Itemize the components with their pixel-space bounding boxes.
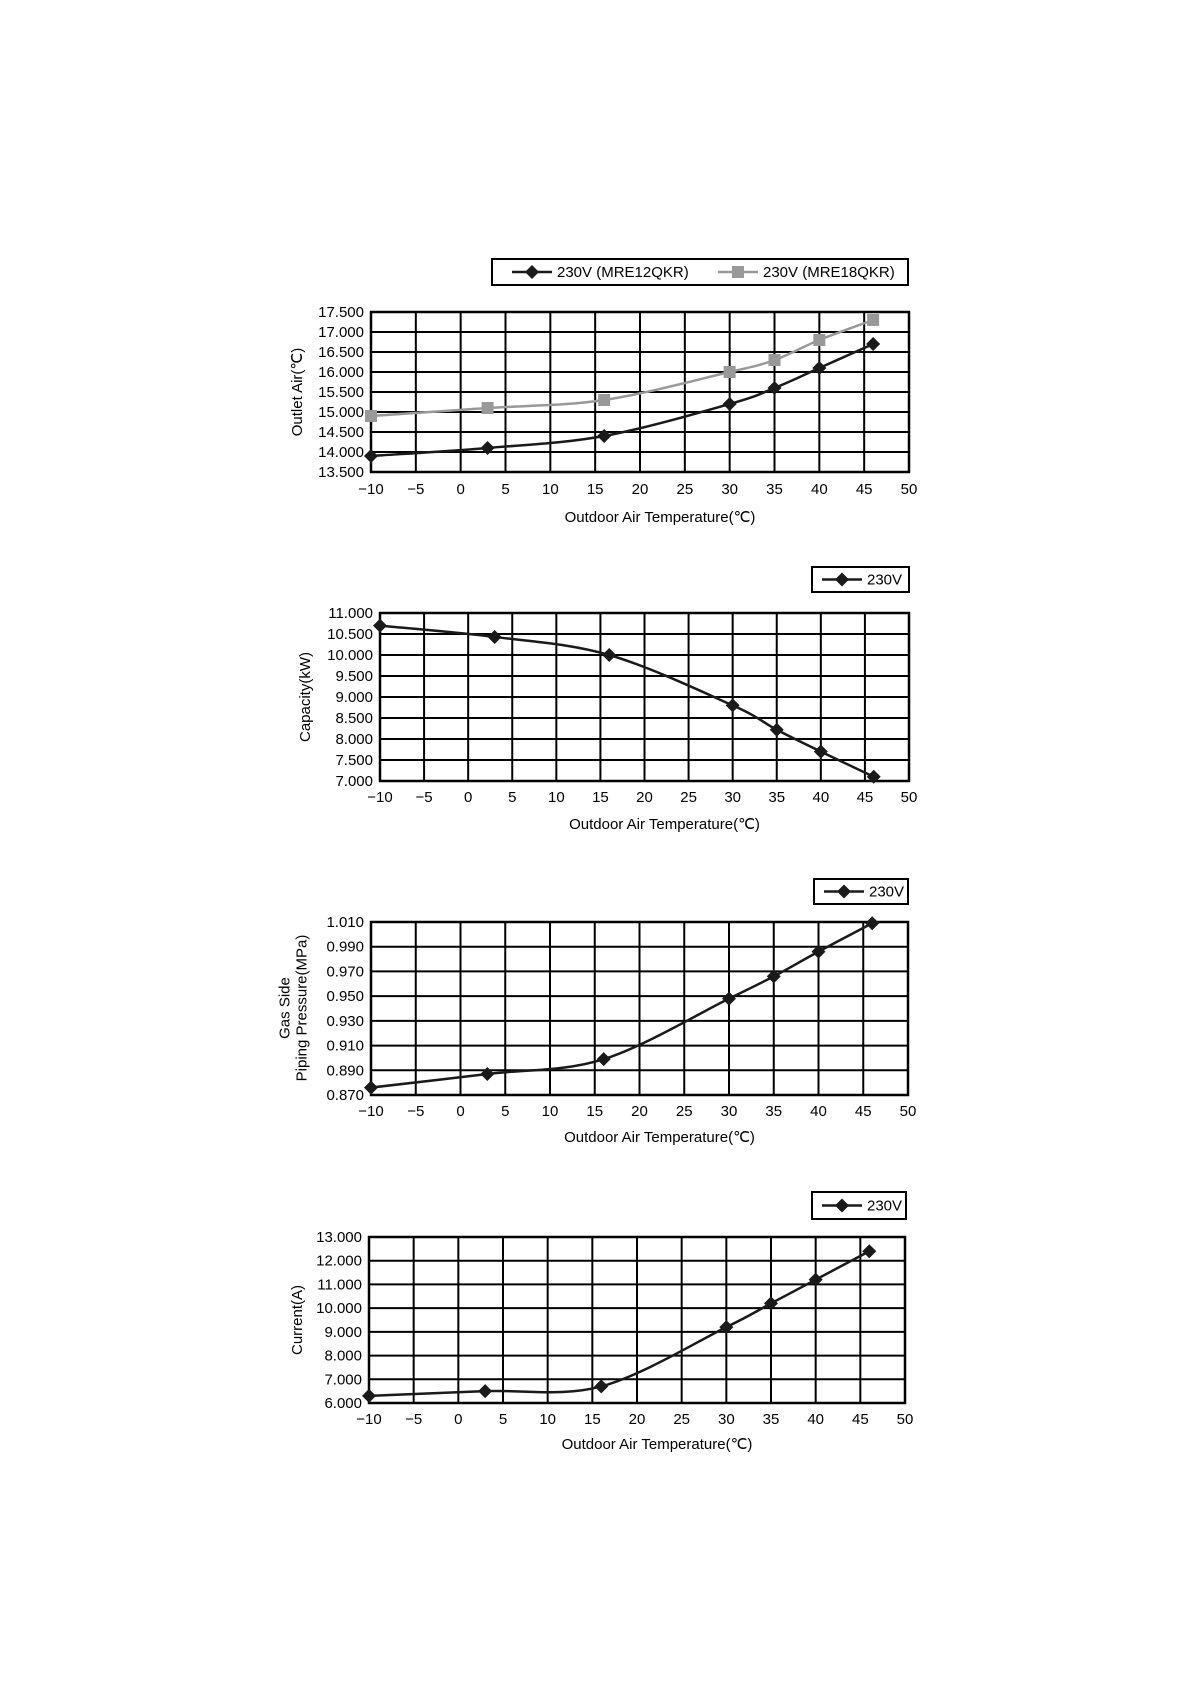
y-tick-label: 14.500 [318,424,364,441]
y-tick-label: 9.000 [324,1323,362,1341]
data-point-2 [365,410,377,422]
data-point-2 [598,394,610,406]
y-axis-label: Outlet Air(℃) [289,347,306,437]
data-point-1 [597,1052,611,1066]
chart-3 [277,879,917,1146]
x-tick-label: 40 [810,481,828,498]
legend-label: 230V [869,883,905,901]
x-tick-label: 35 [768,789,786,806]
x-tick-label: 25 [676,481,694,498]
x-tick-label: −5 [415,789,433,806]
y-tick-label: 0.930 [326,1012,364,1030]
data-point-2 [867,314,879,326]
y-tick-label: 7.000 [335,773,373,790]
x-tick-label: 15 [592,789,609,806]
x-tick-label: 45 [856,789,874,806]
x-axis-label: Outdoor Air Temperature(℃) [564,1129,755,1146]
x-axis-label: Outdoor Air Temperature(℃) [569,816,760,833]
legend-label: 230V (MRE18QKR) [763,264,895,281]
x-tick-label: 25 [673,1411,691,1428]
y-tick-label: 11.000 [328,605,373,622]
y-tick-label: 7.000 [324,1371,362,1389]
x-tick-label: −10 [358,481,384,498]
data-point-1 [723,397,737,411]
data-point-1 [862,1244,876,1258]
series-line-1 [380,626,874,777]
y-tick-label: 7.500 [335,752,373,769]
y-tick-label: 8.000 [324,1347,362,1365]
legend-label: 230V [867,571,903,589]
x-tick-label: 35 [765,1103,783,1120]
x-tick-label: 20 [631,481,649,498]
x-tick-label: 40 [812,789,830,806]
x-tick-label: 10 [539,1411,557,1428]
y-tick-label: 10.000 [316,1300,362,1318]
x-tick-label: 5 [501,1103,510,1120]
data-point-1 [594,1379,608,1393]
x-tick-label: 45 [854,1103,872,1120]
data-point-1 [362,1389,376,1403]
y-tick-label: 9.500 [335,668,373,685]
x-tick-label: −5 [405,1411,423,1428]
x-tick-label: 5 [508,789,517,806]
y-tick-label: 10.000 [327,647,373,664]
data-point-1 [866,337,880,351]
y-axis-label: Gas Side [276,977,294,1039]
data-point-1 [364,1081,378,1095]
y-tick-label: 14.000 [318,444,364,461]
x-tick-label: 20 [636,789,653,806]
x-tick-label: 35 [766,481,783,498]
y-tick-label: 0.890 [326,1062,364,1080]
x-tick-label: 30 [721,481,739,498]
data-point-1 [373,619,387,633]
x-tick-label: 30 [717,1411,735,1428]
data-point-1 [865,916,879,930]
y-axis-label: Capacity(kW) [297,651,314,743]
x-tick-label: 10 [541,481,559,498]
x-tick-label: 0 [463,789,473,806]
x-axis-label: Outdoor Air Temperature(℃) [564,509,756,526]
x-tick-label: 0 [456,481,465,498]
x-tick-label: 50 [899,1103,917,1120]
data-point-1 [814,745,828,759]
y-tick-label: 11.000 [317,1276,362,1294]
legend-label: 230V (MRE12QKR) [557,264,689,281]
series-line-1 [371,923,872,1087]
data-point-1 [478,1384,492,1398]
x-tick-label: 50 [900,481,918,498]
y-tick-label: 1.010 [326,914,364,931]
x-tick-label: 20 [631,1103,648,1120]
y-axis-label: Current(A) [289,1284,306,1356]
chart-2 [297,567,917,833]
y-tick-label: 16.000 [318,364,364,381]
y-tick-label: 13.000 [316,1229,362,1246]
x-tick-label: 15 [586,481,604,498]
x-tick-label: 45 [855,481,873,498]
x-tick-label: 0 [454,1411,463,1428]
series-line-2 [371,320,873,416]
y-tick-label: 0.970 [326,963,364,981]
legend-marker-2 [732,266,744,278]
data-point-1 [602,648,616,662]
x-tick-label: −5 [407,481,425,498]
x-tick-label: 5 [501,481,510,498]
chart-4 [289,1192,913,1453]
y-tick-label: 12.000 [316,1252,362,1270]
x-tick-label: 5 [498,1411,508,1428]
y-axis-label: Piping Pressure(MPa) [293,934,311,1082]
y-tick-label: 0.990 [326,938,364,956]
x-tick-label: 45 [851,1411,869,1428]
x-tick-label: 25 [675,1103,693,1120]
x-tick-label: 25 [680,789,697,806]
legend-label: 230V [867,1197,903,1215]
data-point-1 [770,723,784,737]
x-tick-label: 10 [541,1103,559,1120]
y-tick-label: 10.500 [327,626,373,643]
x-tick-label: −5 [407,1103,425,1120]
y-tick-label: 17.500 [318,304,364,321]
x-tick-label: 20 [628,1411,646,1428]
data-point-2 [724,366,736,378]
x-tick-label: 15 [586,1103,604,1120]
y-tick-label: 15.500 [318,384,364,401]
data-point-2 [482,402,494,414]
y-tick-label: 0.950 [326,988,364,1006]
x-tick-label: −10 [356,1411,382,1428]
y-tick-label: 15.000 [318,404,364,421]
x-tick-label: −10 [358,1103,384,1120]
x-tick-label: 15 [583,1411,601,1428]
y-tick-label: 0.910 [326,1037,364,1055]
chart-1 [289,259,917,526]
y-tick-label: 13.500 [318,464,364,481]
series-line-1 [369,1251,869,1396]
y-tick-label: 6.000 [324,1395,362,1412]
series-line-1 [371,344,873,456]
x-tick-label: 50 [900,789,918,806]
x-tick-label: 40 [810,1103,827,1120]
y-tick-label: 16.500 [318,344,364,361]
y-tick-label: 9.000 [335,689,373,706]
data-point-1 [488,630,502,644]
x-tick-label: 30 [720,1103,738,1120]
y-tick-label: 8.500 [335,710,373,727]
y-tick-label: 8.000 [335,731,373,748]
x-tick-label: 35 [762,1411,780,1428]
data-point-1 [480,1067,494,1081]
data-point-1 [722,992,736,1006]
data-point-2 [813,334,825,346]
x-tick-label: 30 [724,789,742,806]
data-point-2 [769,354,781,366]
x-tick-label: 50 [896,1411,914,1428]
x-tick-label: −10 [367,789,393,806]
x-tick-label: 40 [807,1411,825,1428]
data-point-1 [726,698,740,712]
x-axis-label: Outdoor Air Temperature(℃) [561,1436,753,1453]
y-tick-label: 17.000 [318,324,364,341]
x-tick-label: 0 [456,1103,465,1120]
y-tick-label: 0.870 [326,1087,364,1104]
x-tick-label: 10 [547,789,565,806]
